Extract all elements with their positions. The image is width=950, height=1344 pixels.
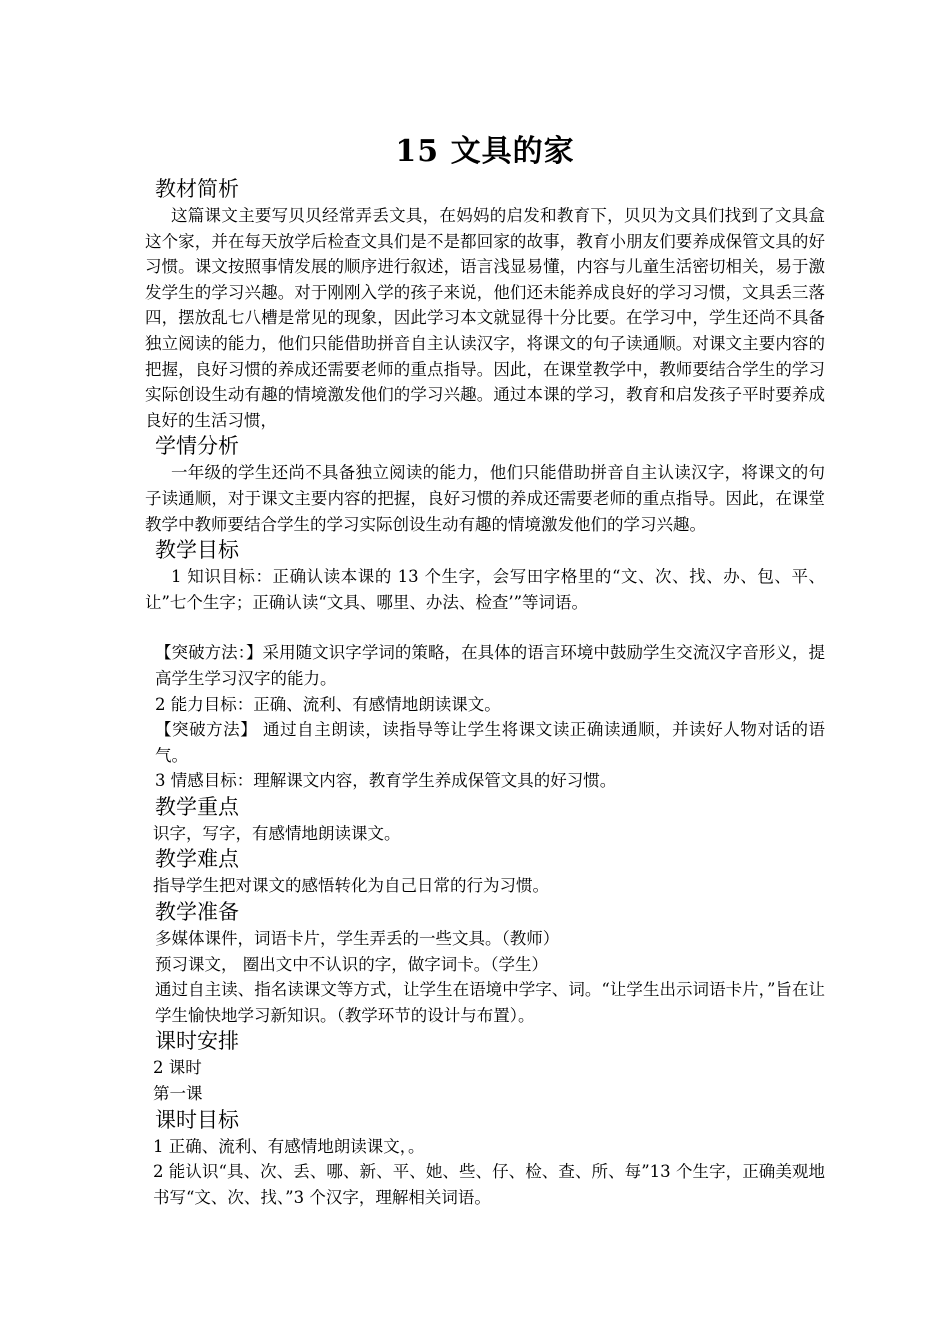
goal-ability: 2 能力目标：正确、流利、有感情地朗读课文。 [155,694,501,714]
goal-emotion: 3 情感目标：理解课文内容，教育学生养成保管文具的好习惯。 [155,771,617,791]
method-ability: 【突破方法】 通过自主朗读，读指导等让学生将课文读正确读通顺，并读好人物对话的语气。 [155,720,825,765]
section-heading-student-analysis: 学情分析 [155,434,239,459]
lesson-goal-1: 1 正确、流利、有感情地朗读课文，。 [153,1136,425,1156]
section-heading-key-points: 教学重点 [155,794,239,819]
preparation-design: 通过自主读、指名读课文等方式，让学生在语境中学字、词。“让学生出示词语卡片，”旨在让学生愉快地学习新知识。（教学环节的设计与布置）。 [155,980,825,1025]
method-knowledge: 【突破方法：】采用随文识字学词的策略，在具体的语言环境中鼓励学生交流汉字音形义，提高学生学习汉字的能力。 [155,643,825,688]
goal-knowledge: 1 知识目标：正确认读本课的 13 个生字，会写田字格里的“文、次、找、办、包、平、让”七个生字；正确认读“文具、哪里、办法、检查’”等词语。 [145,567,825,612]
section-heading-preparation: 教学准备 [155,900,239,925]
schedule-first-lesson: 第一课 [153,1084,203,1104]
preparation-teacher: 多媒体课件，词语卡片，学生弄丢的一些文具。（教师） [155,929,560,949]
paragraph-key-points: 识字，写字，有感情地朗读课文。 [153,823,401,843]
lesson-goal-2: 2 能认识“具、次、丢、哪、新、平、她、些、仔、检、查、所、每”13 个生字，正确美观地书写“文、次、找、”3 个汉字，理解相关词语。 [153,1162,825,1207]
section-heading-textbook-analysis: 教材简析 [155,177,239,201]
document-title: 15 文具的家 [395,134,575,169]
schedule-hours: 2 课时 [153,1058,202,1078]
section-heading-difficulties: 教学难点 [155,847,239,872]
spacer [145,615,825,640]
preparation-student: 预习课文， 圈出文中不认识的字，做字词卡。（学生） [155,954,548,974]
paragraph-difficulties: 指导学生把对课文的感悟转化为自己日常的行为习惯。 [153,876,549,896]
section-heading-teaching-goals: 教学目标 [155,538,239,563]
paragraph-textbook-analysis: 这篇课文主要写贝贝经常弄丢文具，在妈妈的启发和教育下，贝贝为文具们找到了文具盒这个家，并在每天放学后检查文具们是不是都回家的故事，教育小朋友们要养成保管文具的好习惯。课文按照事情发展的顺序进行叙述，语言浅显易懂，内容与儿童生活密切相关，易于激发学生的学习兴趣。对于刚刚入学的孩子来说，他们还未能养成良好的学习习惯，文具丢三落四，摆放乱七八槽是常见的现象，因此学习本文就显得十分比要。在学习中，学生还尚不具备独立阅读的能力，他们只能借助拼音自主认读汉字，将课文的句子读通顺。对课文主要内容的把握，良好习惯的养成还需要老师的重点指导。因此，在课堂教学中，教师要结合学生的学习实际创设生动有趣的情境激发他们的学习兴趣。通过本课的学习，教育和启发孩子平时要养成良好的生活习惯， [145,206,825,430]
paragraph-student-analysis: 一年级的学生还尚不具备独立阅读的能力，他们只能借助拼音自主认读汉字，将课文的句子读通顺，对于课文主要内容的把握，良好习惯的养成还需要老师的重点指导。因此，在课堂教学中教师要结合学生的学习实际创设生动有趣的情境激发他们的学习兴趣。 [145,463,825,534]
section-heading-lesson-goals: 课时目标 [155,1107,239,1132]
document-page [145,130,825,1210]
section-heading-schedule: 课时安排 [155,1029,239,1054]
